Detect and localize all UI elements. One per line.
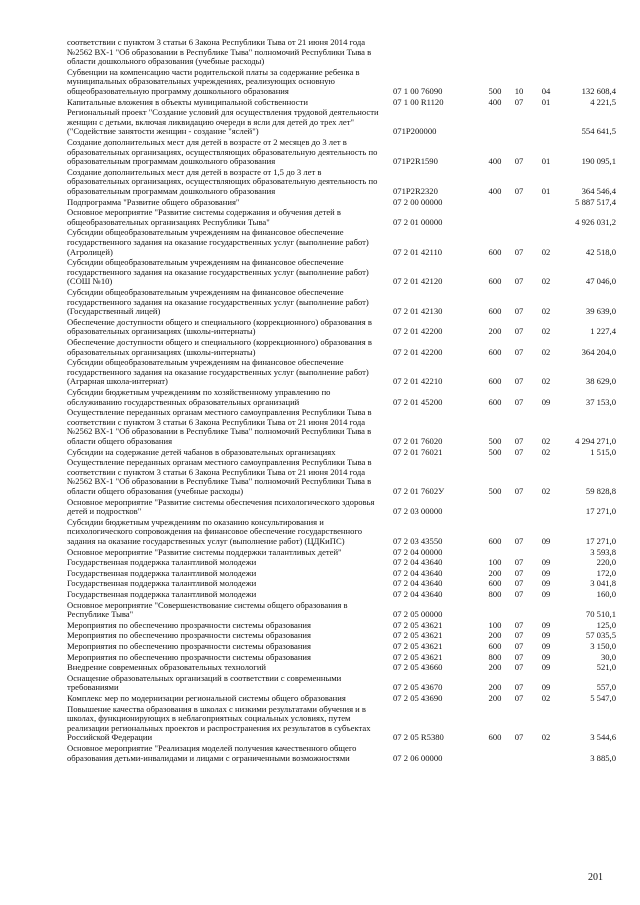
row-subsection: 09 [541, 567, 551, 578]
row-amount: 364 546,4 [581, 185, 616, 196]
row-code: 07 2 03 43550 [393, 535, 443, 546]
row-amount: 554 641,5 [581, 126, 616, 137]
row-code: 07 2 05 43621 [393, 630, 443, 641]
row-description [67, 653, 387, 663]
table-row [0, 138, 640, 167]
row-description [67, 631, 387, 641]
row-section: 07 [514, 682, 524, 693]
description-line: женщин с детьми, включая ликвидацию очереди в ясли для детей до трех лет" [67, 117, 354, 127]
row-description [67, 388, 387, 407]
row-subsection: 02 [541, 346, 551, 357]
table-row [0, 518, 640, 547]
row-subsection: 09 [541, 662, 551, 673]
row-expense-type: 400 [488, 185, 502, 196]
row-section: 07 [514, 662, 524, 673]
row-description [67, 408, 387, 446]
row-subsection: 02 [541, 376, 551, 387]
row-expense-type: 100 [488, 557, 502, 568]
row-description [67, 579, 387, 589]
table-row [0, 579, 640, 589]
description-line: требованиями [67, 683, 119, 693]
row-amount: 59 828,8 [585, 485, 616, 496]
row-code: 07 2 03 00000 [393, 506, 443, 517]
row-code: 071P2R1590 [393, 156, 438, 167]
row-subsection: 02 [541, 446, 551, 457]
table-row [0, 558, 640, 568]
row-section: 07 [514, 619, 524, 630]
row-expense-type: 600 [488, 535, 502, 546]
row-subsection: 01 [541, 96, 551, 107]
row-section: 07 [514, 485, 524, 496]
table-row [0, 168, 640, 197]
row-code: 07 2 01 42200 [393, 326, 443, 337]
table-row [0, 744, 640, 763]
row-expense-type: 400 [488, 156, 502, 167]
table-row [0, 601, 640, 620]
table-row [0, 318, 640, 337]
row-expense-type: 800 [488, 651, 502, 662]
row-expense-type: 200 [488, 662, 502, 673]
row-expense-type: 600 [488, 641, 502, 651]
row-description [67, 458, 387, 496]
table-row [0, 228, 640, 257]
row-section: 07 [514, 641, 524, 651]
row-amount: 132 608,4 [581, 85, 616, 96]
row-section: 07 [514, 306, 524, 317]
table-row [0, 705, 640, 743]
row-expense-type: 600 [488, 732, 502, 743]
description-line: Мероприятия по обеспечению прозрачности системы образования [67, 652, 311, 662]
table-row [0, 258, 640, 287]
row-section: 07 [514, 96, 524, 107]
description-line: Государственная поддержка талантливой молодежи [67, 590, 257, 599]
row-code: 07 2 04 43640 [393, 589, 443, 599]
row-subsection: 02 [541, 693, 551, 703]
row-code: 07 2 01 42200 [393, 346, 443, 357]
description-line: Государственная поддержка талантливой молодежи [67, 568, 257, 578]
description-line: №2562 ВХ-1 "Об образовании в Республике Тыва" полномочий Республики Тыва в [67, 47, 372, 57]
row-section: 07 [514, 557, 524, 568]
description-line: государственного задания на оказание государственных услуг (выполнение работ) [67, 237, 369, 247]
row-description [67, 694, 387, 704]
description-line: Подпрограмма "Развитие общего образования" [67, 197, 240, 207]
row-expense-type: 600 [488, 376, 502, 387]
row-description [67, 288, 387, 317]
row-amount: 4 294 271,0 [575, 435, 616, 446]
row-expense-type: 500 [488, 435, 502, 446]
row-code: 07 2 04 43640 [393, 567, 443, 578]
row-amount: 160,0 [596, 589, 616, 599]
table-row [0, 408, 640, 446]
description-line: Субсидии общеобразовательным учреждениям на финансовое обеспечение [67, 258, 344, 268]
description-line: образовательных организациях (школы-интернаты) [67, 347, 256, 357]
table-row [0, 663, 640, 673]
row-amount: 47 046,0 [585, 276, 616, 287]
row-subsection: 02 [541, 246, 551, 257]
description-line: Российской Федерации [67, 733, 153, 743]
table-row [0, 108, 640, 137]
row-amount: 57 035,5 [585, 630, 616, 641]
row-code: 07 2 05 43621 [393, 641, 443, 651]
row-code: 07 1 00 R1120 [393, 96, 444, 107]
row-amount: 4 926 031,2 [575, 216, 616, 227]
row-code: 07 2 05 43660 [393, 662, 443, 673]
table-row [0, 621, 640, 631]
row-description [67, 558, 387, 568]
row-section: 07 [514, 156, 524, 167]
row-code: 07 2 04 43640 [393, 578, 443, 589]
description-line: Субсидии общеобразовательным учреждениям на финансовое обеспечение [67, 358, 344, 368]
table-row [0, 38, 640, 67]
row-section: 07 [514, 589, 524, 599]
row-subsection: 09 [541, 578, 551, 589]
row-subsection: 09 [541, 589, 551, 599]
row-code: 07 1 00 76090 [393, 85, 443, 96]
row-description [67, 108, 387, 137]
row-description [67, 38, 387, 67]
row-subsection: 02 [541, 306, 551, 317]
row-expense-type: 600 [488, 246, 502, 257]
description-line: образовательных организациях, осуществляющих образовательную деятельность по [67, 177, 378, 187]
row-expense-type: 600 [488, 578, 502, 589]
row-description [67, 621, 387, 631]
row-subsection: 09 [541, 535, 551, 546]
row-description [67, 548, 387, 558]
row-section: 07 [514, 185, 524, 196]
row-description [67, 338, 387, 357]
row-section: 07 [514, 346, 524, 357]
description-line: общеобразовательных организациях Республики Тыва" [67, 217, 270, 227]
table-row [0, 642, 640, 652]
row-section: 07 [514, 535, 524, 546]
table-row [0, 674, 640, 693]
row-expense-type: 500 [488, 446, 502, 457]
row-amount: 39 639,0 [585, 306, 616, 317]
row-expense-type: 200 [488, 326, 502, 337]
row-amount: 172,0 [596, 567, 616, 578]
row-amount: 557,0 [596, 682, 616, 693]
row-amount: 125,0 [596, 619, 616, 630]
table-row [0, 548, 640, 558]
row-code: 07 2 05 43670 [393, 682, 443, 693]
description-line: Капитальные вложения в объекты муниципальной собственности [67, 97, 308, 107]
description-line: муниципальных образовательных учреждениях, реализующих основную [67, 77, 335, 87]
description-line: государственного задания на оказание государственных услуг (выполнение работ) [67, 267, 369, 277]
description-line: ("Содействие занятости женщин - создание "яслей") [67, 127, 259, 137]
description-line: №2562 ВХ-1 "Об образовании в Республике Тыва" полномочий Республики Тыва в [67, 477, 372, 487]
description-line: Основное мероприятие "Развитие системы содержания и обучения детей в [67, 208, 341, 218]
row-amount: 5 887 517,4 [575, 196, 616, 207]
row-amount: 1 515,0 [590, 446, 616, 457]
row-description [67, 138, 387, 167]
row-amount: 17 271,0 [585, 535, 616, 546]
table-row [0, 631, 640, 641]
row-code: 07 2 01 00000 [393, 216, 443, 227]
row-amount: 37 153,0 [585, 396, 616, 407]
description-line: Государственная поддержка талантливой молодежи [67, 558, 257, 568]
row-amount: 3 150,0 [590, 641, 616, 651]
row-description [67, 569, 387, 579]
description-line: Республике Тыва" [67, 610, 134, 620]
row-amount: 17 271,0 [585, 506, 616, 517]
row-subsection: 09 [541, 682, 551, 693]
row-code: 07 2 01 7602У [393, 485, 445, 496]
row-amount: 521,0 [596, 662, 616, 673]
row-section: 07 [514, 376, 524, 387]
row-code: 07 2 05 43690 [393, 693, 443, 703]
row-section: 07 [514, 435, 524, 446]
description-line: Создание дополнительных мест для детей в возрасте от 2 месяцев до 3 лет в [67, 138, 347, 147]
row-description [67, 168, 387, 197]
description-line: Субсидии бюджетным учреждениям по оказанию консультирования и [67, 517, 324, 527]
row-expense-type: 600 [488, 306, 502, 317]
row-amount: 3 885,0 [590, 752, 616, 763]
row-amount: 4 221,5 [590, 96, 616, 107]
description-line: Субвенции на компенсацию части родительской платы за содержание ребенка в [67, 67, 360, 77]
row-code: 07 2 01 42130 [393, 306, 443, 317]
row-code: 07 2 05 43621 [393, 619, 443, 630]
description-line: детей и подростков" [67, 507, 142, 517]
description-line: реализации региональных проектов и распространения их результатов в субъектах [67, 723, 371, 733]
description-line: Региональный проект "Создание условий для осуществления трудовой деятельности [67, 108, 379, 118]
row-section: 07 [514, 651, 524, 662]
row-section: 07 [514, 567, 524, 578]
row-expense-type: 200 [488, 630, 502, 641]
description-line: Основное мероприятие "Развитие системы поддержки талантливых детей" [67, 547, 342, 557]
table-row [0, 208, 640, 227]
description-line: Основное мероприятие "Реализация моделей получения качественного общего [67, 744, 357, 753]
row-description [67, 98, 387, 108]
description-line: образовательным программам дошкольного образования [67, 186, 276, 196]
description-line: психологического сопровождения на финансовое обеспечение государственного [67, 527, 363, 537]
description-line: (Государственный лицей) [67, 307, 161, 317]
description-line: (Аграрная школа-интернат) [67, 377, 168, 387]
row-expense-type: 200 [488, 693, 502, 703]
row-description [67, 590, 387, 600]
description-line: соответствии с пунктом 3 статьи 6 Закона Республики Тыва от 21 июня 2014 года [67, 38, 366, 47]
row-section: 07 [514, 396, 524, 407]
row-section: 07 [514, 246, 524, 257]
row-amount: 220,0 [596, 557, 616, 568]
description-line: Основное мероприятие "Развитие системы обеспечения психологического здоровья [67, 497, 375, 507]
row-subsection: 09 [541, 396, 551, 407]
row-subsection: 09 [541, 641, 551, 651]
description-line: Субсидии бюджетным учреждениям по хозяйственному управлению по [67, 388, 331, 397]
description-line: государственного задания на оказание государственных услуг (выполнение работ) [67, 297, 369, 307]
table-row [0, 569, 640, 579]
description-line: Внедрение современных образовательных технологий [67, 663, 267, 673]
description-line: Мероприятия по обеспечению прозрачности системы образования [67, 620, 311, 630]
description-line: Осуществление переданных органам местного самоуправления Республики Тыва в [67, 458, 372, 468]
row-amount: 3 544,6 [590, 732, 616, 743]
description-line: соответствии с пунктом 3 статьи 6 Закона Республики Тыва от 21 июня 2014 года [67, 467, 366, 477]
row-subsection: 09 [541, 557, 551, 568]
row-section: 10 [514, 85, 524, 96]
description-line: Создание дополнительных мест для детей в возрасте от 1,5 до 3 лет в [67, 167, 322, 177]
row-subsection: 01 [541, 156, 551, 167]
row-amount: 1 227,4 [590, 326, 616, 337]
row-description [67, 518, 387, 547]
row-description [67, 744, 387, 763]
row-subsection: 04 [541, 85, 551, 96]
row-code: 07 2 01 42110 [393, 246, 443, 257]
description-line: области общего образования (учебные расходы) [67, 486, 244, 496]
row-expense-type: 500 [488, 485, 502, 496]
row-expense-type: 100 [488, 619, 502, 630]
row-code: 07 2 01 42120 [393, 276, 443, 287]
table-row [0, 458, 640, 496]
row-code: 07 2 01 76021 [393, 446, 443, 457]
description-line: №2562 ВХ-1 "Об образовании в Республике Тыва" полномочий Республики Тыва в [67, 427, 372, 437]
row-subsection: 02 [541, 326, 551, 337]
row-description [67, 68, 387, 97]
row-description [67, 498, 387, 517]
description-line: образовательных организациях (школы-интернаты) [67, 327, 256, 337]
row-code: 07 2 04 43640 [393, 557, 443, 568]
description-line: Оснащение образовательных организаций в соответствии с современными [67, 673, 342, 683]
table-row [0, 338, 640, 357]
row-description [67, 208, 387, 227]
row-expense-type: 600 [488, 276, 502, 287]
row-code: 07 2 01 76020 [393, 435, 443, 446]
description-line: Мероприятия по обеспечению прозрачности системы образования [67, 642, 311, 651]
row-amount: 5 547,0 [590, 693, 616, 703]
row-expense-type: 400 [488, 96, 502, 107]
row-code: 07 2 05 43621 [393, 651, 443, 662]
description-line: государственного задания на оказание государственных услуг (выполнение работ) [67, 367, 369, 377]
table-row [0, 68, 640, 97]
row-code: 07 2 05 00000 [393, 609, 443, 620]
description-line: (Агролицей) [67, 247, 113, 257]
description-line: Мероприятия по обеспечению прозрачности системы образования [67, 631, 311, 641]
row-description [67, 258, 387, 287]
table-row [0, 358, 640, 387]
row-amount: 70 510,1 [585, 609, 616, 620]
row-section: 07 [514, 578, 524, 589]
row-amount: 42 518,0 [585, 246, 616, 257]
description-line: школах, функционирующих в неблагоприятных социальных условиях, путем [67, 714, 351, 724]
description-line: образования детьми-инвалидами и лицами с ограниченными возможностями [67, 753, 350, 763]
description-line: Субсидии общеобразовательным учреждениям на финансовое обеспечение [67, 288, 344, 297]
row-subsection: 02 [541, 485, 551, 496]
row-subsection: 02 [541, 435, 551, 446]
row-code: 07 2 00 00000 [393, 196, 443, 207]
description-line: задания на оказание государственных услуг (выполнение работ) (ЦДКиПС) [67, 536, 345, 546]
row-subsection: 01 [541, 185, 551, 196]
table-row [0, 198, 640, 208]
row-section: 07 [514, 326, 524, 337]
description-line: Субсидии общеобразовательным учреждениям на финансовое обеспечение [67, 228, 344, 238]
row-subsection: 02 [541, 732, 551, 743]
row-expense-type: 200 [488, 682, 502, 693]
row-expense-type: 600 [488, 346, 502, 357]
table-row [0, 448, 640, 458]
row-subsection: 02 [541, 276, 551, 287]
description-line: области общего образования [67, 436, 173, 446]
table-row [0, 694, 640, 704]
row-description [67, 705, 387, 743]
row-code: 071P2R2320 [393, 185, 438, 196]
description-line: области дошкольного образования (учебные расходы) [67, 57, 265, 67]
row-amount: 38 629,0 [585, 376, 616, 387]
row-section: 07 [514, 446, 524, 457]
description-line: Повышение качества образования в школах с низкими результатами обучения и в [67, 704, 366, 714]
row-section: 07 [514, 276, 524, 287]
table-row [0, 98, 640, 108]
row-section: 07 [514, 732, 524, 743]
description-line: соответствии с пунктом 3 статьи 6 Закона Республики Тыва от 21 июня 2014 года [67, 417, 366, 427]
description-line: Субсидии на содержание детей чабанов в образовательных организациях [67, 447, 336, 457]
table-row [0, 590, 640, 600]
row-code: 071P200000 [393, 126, 437, 137]
row-amount: 3 041,8 [590, 578, 616, 589]
table-row [0, 653, 640, 663]
row-amount: 3 593,8 [590, 546, 616, 557]
row-description [67, 601, 387, 620]
row-amount: 190 095,1 [581, 156, 616, 167]
description-line: Осуществление переданных органам местного самоуправления Республики Тыва в [67, 408, 372, 418]
row-description [67, 448, 387, 458]
description-line: Обеспечение доступности общего и специального (коррекционного) образования в [67, 317, 372, 327]
description-line: Государственная поддержка талантливой молодежи [67, 579, 257, 589]
row-subsection: 09 [541, 630, 551, 641]
row-code: 07 2 04 00000 [393, 546, 443, 557]
row-description [67, 663, 387, 673]
row-subsection: 09 [541, 619, 551, 630]
row-expense-type: 800 [488, 589, 502, 599]
description-line: образовательным программам дошкольного образования [67, 157, 276, 167]
row-subsection: 09 [541, 651, 551, 662]
row-expense-type: 500 [488, 85, 502, 96]
description-line: Комплекс мер по модернизации региональной системы общего образования [67, 694, 346, 703]
row-description [67, 674, 387, 693]
row-section: 07 [514, 630, 524, 641]
description-line: Основное мероприятие "Совершенствование системы общего образования в [67, 600, 348, 610]
description-line: (СОШ №10) [67, 277, 113, 287]
row-description [67, 358, 387, 387]
table-row [0, 288, 640, 317]
row-expense-type: 600 [488, 396, 502, 407]
description-line: образовательных организациях, осуществляющих образовательную деятельность по [67, 147, 378, 157]
row-code: 07 2 01 42210 [393, 376, 443, 387]
row-description [67, 642, 387, 652]
description-line: Обеспечение доступности общего и специального (коррекционного) образования в [67, 338, 372, 347]
table-row [0, 388, 640, 407]
description-line: обслуживанию государственных образовательных организаций [67, 397, 300, 407]
description-line: общеобразовательную программу дошкольного образования [67, 86, 289, 96]
row-code: 07 2 05 R5380 [393, 732, 444, 743]
row-amount: 364 204,0 [581, 346, 616, 357]
page-number: 201 [588, 872, 603, 883]
table-row [0, 498, 640, 517]
row-section: 07 [514, 693, 524, 703]
row-code: 07 2 06 00000 [393, 752, 443, 763]
row-description [67, 198, 387, 208]
row-description [67, 318, 387, 337]
row-description [67, 228, 387, 257]
row-expense-type: 200 [488, 567, 502, 578]
row-amount: 30,0 [600, 651, 616, 662]
row-code: 07 2 01 45200 [393, 396, 443, 407]
